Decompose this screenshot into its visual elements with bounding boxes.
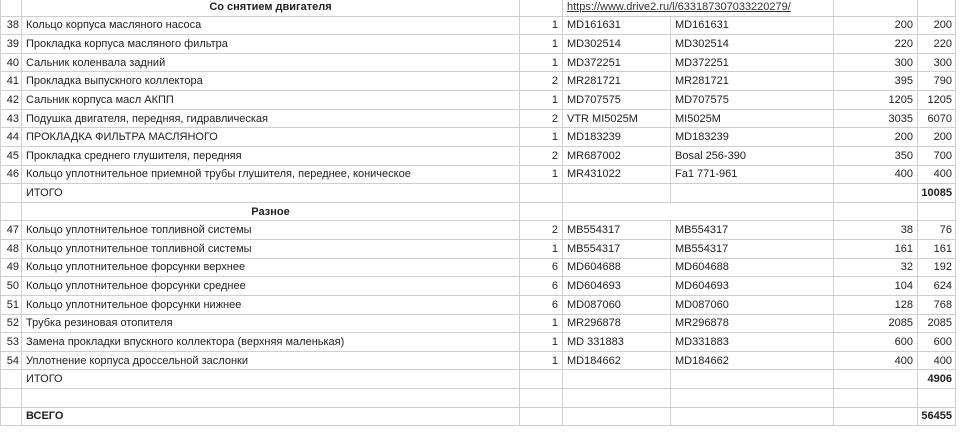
unit-price-cell[interactable]: 128 — [834, 296, 918, 315]
part-number-cell[interactable]: VTR MI5025M — [563, 110, 671, 129]
line-sum-cell[interactable]: 161 — [918, 240, 956, 259]
table-row — [0, 35, 960, 54]
row-number-cell[interactable]: 42 — [0, 91, 22, 110]
source-link-cell[interactable] — [563, 203, 834, 222]
unit-price-cell[interactable] — [834, 389, 918, 408]
line-sum-cell[interactable]: 200 — [918, 17, 956, 36]
part-number-cell[interactable]: MD184662 — [563, 352, 671, 371]
analog-number-cell[interactable]: MD302514 — [671, 35, 834, 54]
table-row — [0, 277, 960, 296]
unit-price-cell[interactable]: 350 — [834, 147, 918, 166]
unit-price-cell[interactable]: 38 — [834, 221, 918, 240]
section-title-cell[interactable]: Разное — [22, 203, 520, 222]
row-number-cell[interactable]: 43 — [0, 110, 22, 129]
part-number-cell[interactable]: MD087060 — [563, 296, 671, 315]
row-number-cell[interactable] — [0, 408, 22, 427]
quantity-cell[interactable]: 1 — [520, 315, 563, 334]
unit-price-cell[interactable]: 600 — [834, 333, 918, 352]
quantity-cell[interactable] — [520, 408, 563, 427]
row-number-cell[interactable] — [0, 389, 22, 408]
item-name-cell[interactable]: Прокладка корпуса масляного фильтра — [22, 35, 520, 54]
item-name-cell[interactable]: Кольцо уплотнительное форсунки верхнее — [22, 259, 520, 278]
table-row — [0, 128, 960, 147]
item-name-cell[interactable]: Кольцо уплотнительное форсунки среднее — [22, 277, 520, 296]
item-name-cell[interactable]: Сальник коленвала задний — [22, 54, 520, 73]
item-name-cell[interactable]: Сальник корпуса масл АКПП — [22, 91, 520, 110]
analog-number-cell[interactable] — [671, 370, 834, 389]
row-number-cell[interactable] — [0, 184, 22, 203]
part-number-cell[interactable]: MD604688 — [563, 259, 671, 278]
quantity-cell[interactable]: 1 — [520, 35, 563, 54]
quantity-cell[interactable] — [520, 389, 563, 408]
part-number-cell[interactable] — [563, 408, 671, 427]
analog-number-cell[interactable]: Bosal 256-390 — [671, 147, 834, 166]
analog-number-cell[interactable]: MI5025M — [671, 110, 834, 129]
part-number-cell[interactable]: MR431022 — [563, 166, 671, 185]
line-sum-cell[interactable] — [918, 203, 956, 222]
row-number-cell[interactable]: 49 — [0, 259, 22, 278]
analog-number-cell[interactable]: MD331883 — [671, 333, 834, 352]
analog-number-cell[interactable]: MD604693 — [671, 277, 834, 296]
table-row — [0, 72, 960, 91]
analog-number-cell[interactable] — [671, 389, 834, 408]
item-name-cell[interactable]: Подушка двигателя, передняя, гидравлическая — [22, 110, 520, 129]
part-number-cell[interactable]: MD 331883 — [563, 333, 671, 352]
unit-price-cell[interactable]: 2085 — [834, 315, 918, 334]
analog-number-cell[interactable] — [671, 184, 834, 203]
line-sum-cell[interactable]: 192 — [918, 259, 956, 278]
quantity-cell[interactable]: 6 — [520, 296, 563, 315]
part-number-cell[interactable]: MD604693 — [563, 277, 671, 296]
quantity-cell[interactable]: 1 — [520, 333, 563, 352]
line-sum-cell[interactable] — [918, 389, 956, 408]
quantity-cell[interactable]: 2 — [520, 110, 563, 129]
part-number-cell[interactable] — [563, 184, 671, 203]
row-number-cell[interactable]: 46 — [0, 166, 22, 185]
unit-price-cell[interactable]: 1205 — [834, 91, 918, 110]
table-row — [0, 333, 960, 352]
part-number-cell[interactable]: MD302514 — [563, 35, 671, 54]
analog-number-cell[interactable]: MB554317 — [671, 240, 834, 259]
analog-number-cell[interactable]: MD372251 — [671, 54, 834, 73]
line-sum-cell[interactable]: 76 — [918, 221, 956, 240]
item-name-cell[interactable] — [22, 389, 520, 408]
unit-price-cell[interactable] — [834, 0, 918, 17]
quantity-cell[interactable] — [520, 0, 563, 17]
line-sum-cell[interactable]: 220 — [918, 35, 956, 54]
quantity-cell[interactable]: 6 — [520, 277, 563, 296]
unit-price-cell[interactable]: 395 — [834, 72, 918, 91]
line-sum-cell[interactable]: 2085 — [918, 315, 956, 334]
line-sum-cell[interactable]: 1205 — [918, 91, 956, 110]
unit-price-cell[interactable]: 32 — [834, 259, 918, 278]
part-number-cell[interactable]: MD161631 — [563, 17, 671, 36]
unit-price-cell[interactable]: 200 — [834, 17, 918, 36]
unit-price-cell[interactable]: 300 — [834, 54, 918, 73]
unit-price-cell[interactable]: 400 — [834, 352, 918, 371]
unit-price-cell[interactable]: 200 — [834, 128, 918, 147]
quantity-cell[interactable]: 6 — [520, 259, 563, 278]
row-number-cell[interactable]: 54 — [0, 352, 22, 371]
row-number-cell[interactable]: 38 — [0, 17, 22, 36]
source-link[interactable]: https://www.drive2.ru/l/633187307033220279/ — [567, 0, 791, 13]
table-row — [0, 221, 960, 240]
unit-price-cell[interactable]: 104 — [834, 277, 918, 296]
analog-number-cell[interactable]: MD604688 — [671, 259, 834, 278]
part-number-cell[interactable]: MB554317 — [563, 221, 671, 240]
row-number-cell[interactable]: 40 — [0, 54, 22, 73]
unit-price-cell[interactable]: 220 — [834, 35, 918, 54]
item-name-cell[interactable]: ПРОКЛАДКА ФИЛЬТРА МАСЛЯНОГО — [22, 128, 520, 147]
subtotal-row — [0, 370, 960, 389]
subtotal-label-cell[interactable]: ИТОГО — [22, 184, 520, 203]
line-sum-cell[interactable]: 700 — [918, 147, 956, 166]
subtotal-label-cell[interactable]: ИТОГО — [22, 370, 520, 389]
item-name-cell[interactable]: Кольцо уплотнительное приемной трубы глушителя, переднее, коническое — [22, 166, 520, 185]
item-name-cell[interactable]: Замена прокладки впускного коллектора (верхняя маленькая) — [22, 333, 520, 352]
line-sum-cell[interactable] — [918, 0, 956, 17]
grand-total-row — [0, 408, 960, 427]
line-sum-cell[interactable]: 624 — [918, 277, 956, 296]
section-header-row — [0, 0, 960, 17]
analog-number-cell[interactable]: MD184662 — [671, 352, 834, 371]
empty-row — [0, 389, 960, 408]
item-name-cell[interactable]: Кольцо уплотнительное топливной системы — [22, 221, 520, 240]
part-number-cell[interactable]: MR296878 — [563, 315, 671, 334]
row-number-cell[interactable]: 51 — [0, 296, 22, 315]
line-sum-cell[interactable]: 600 — [918, 333, 956, 352]
quantity-cell[interactable] — [520, 184, 563, 203]
part-number-cell[interactable]: MR687002 — [563, 147, 671, 166]
table-row — [0, 166, 960, 185]
part-number-cell[interactable]: MR281721 — [563, 72, 671, 91]
row-number-cell[interactable] — [0, 0, 22, 17]
row-number-cell[interactable] — [0, 203, 22, 222]
part-number-cell[interactable] — [563, 389, 671, 408]
table-row — [0, 147, 960, 166]
quantity-cell[interactable]: 2 — [520, 72, 563, 91]
analog-number-cell[interactable]: MD087060 — [671, 296, 834, 315]
table-row — [0, 110, 960, 129]
part-number-cell[interactable]: MD707575 — [563, 91, 671, 110]
table-row — [0, 259, 960, 278]
grand-total-value-cell[interactable]: 56455 — [918, 408, 956, 427]
line-sum-cell[interactable]: 768 — [918, 296, 956, 315]
item-name-cell[interactable]: Трубка резиновая отопителя — [22, 315, 520, 334]
line-sum-cell[interactable]: 400 — [918, 166, 956, 185]
line-sum-cell[interactable]: 6070 — [918, 110, 956, 129]
subtotal-row — [0, 184, 960, 203]
analog-number-cell[interactable]: Fa1 771-961 — [671, 166, 834, 185]
quantity-cell[interactable]: 1 — [520, 166, 563, 185]
analog-number-cell[interactable]: MR281721 — [671, 72, 834, 91]
row-number-cell[interactable]: 39 — [0, 35, 22, 54]
analog-number-cell[interactable]: MR296878 — [671, 315, 834, 334]
table-row — [0, 296, 960, 315]
quantity-cell[interactable]: 1 — [520, 240, 563, 259]
row-number-cell[interactable]: 48 — [0, 240, 22, 259]
analog-number-cell[interactable]: MD183239 — [671, 128, 834, 147]
analog-number-cell[interactable] — [671, 408, 834, 427]
line-sum-cell[interactable]: 200 — [918, 128, 956, 147]
subtotal-value-cell[interactable]: 10085 — [918, 184, 956, 203]
table-row — [0, 17, 960, 36]
item-name-cell[interactable]: Кольцо уплотнительное топливной системы — [22, 240, 520, 259]
unit-price-cell[interactable] — [834, 203, 918, 222]
quantity-cell[interactable] — [520, 203, 563, 222]
row-number-cell[interactable]: 45 — [0, 147, 22, 166]
quantity-cell[interactable]: 1 — [520, 17, 563, 36]
unit-price-cell[interactable] — [834, 370, 918, 389]
row-number-cell[interactable]: 52 — [0, 315, 22, 334]
table-row — [0, 240, 960, 259]
grand-total-label-cell[interactable]: ВСЕГО — [22, 408, 520, 427]
unit-price-cell[interactable]: 161 — [834, 240, 918, 259]
quantity-cell[interactable]: 1 — [520, 91, 563, 110]
quantity-cell[interactable]: 2 — [520, 221, 563, 240]
subtotal-value-cell[interactable]: 4906 — [918, 370, 956, 389]
unit-price-cell[interactable] — [834, 184, 918, 203]
section-header-row — [0, 203, 960, 222]
item-name-cell[interactable]: Прокладка среднего глушителя, передняя — [22, 147, 520, 166]
analog-number-cell[interactable]: MB554317 — [671, 221, 834, 240]
section-title-cell[interactable]: Со снятием двигателя — [22, 0, 520, 17]
row-number-cell[interactable]: 44 — [0, 128, 22, 147]
row-number-cell[interactable]: 50 — [0, 277, 22, 296]
quantity-cell[interactable]: 1 — [520, 128, 563, 147]
table-row — [0, 315, 960, 334]
unit-price-cell[interactable]: 3035 — [834, 110, 918, 129]
row-number-cell[interactable]: 41 — [0, 72, 22, 91]
item-name-cell[interactable]: Прокладка выпускного коллектора — [22, 72, 520, 91]
quantity-cell[interactable]: 2 — [520, 147, 563, 166]
quantity-cell[interactable] — [520, 370, 563, 389]
table-row — [0, 54, 960, 73]
part-number-cell[interactable] — [563, 370, 671, 389]
line-sum-cell[interactable]: 400 — [918, 352, 956, 371]
part-number-cell[interactable]: MB554317 — [563, 240, 671, 259]
part-number-cell[interactable]: MD183239 — [563, 128, 671, 147]
row-number-cell[interactable]: 47 — [0, 221, 22, 240]
part-number-cell[interactable]: MD372251 — [563, 54, 671, 73]
item-name-cell[interactable]: Кольцо уплотнительное форсунки нижнее — [22, 296, 520, 315]
table-row — [0, 91, 960, 110]
unit-price-cell[interactable]: 400 — [834, 166, 918, 185]
row-number-cell[interactable]: 53 — [0, 333, 22, 352]
row-number-cell[interactable] — [0, 370, 22, 389]
source-link-cell[interactable] — [563, 0, 834, 17]
item-name-cell[interactable]: Уплотнение корпуса дроссельной заслонки — [22, 352, 520, 371]
quantity-cell[interactable]: 1 — [520, 54, 563, 73]
item-name-cell[interactable]: Кольцо корпуса масляного насоса — [22, 17, 520, 36]
unit-price-cell[interactable] — [834, 408, 918, 427]
quantity-cell[interactable]: 1 — [520, 352, 563, 371]
analog-number-cell[interactable]: MD707575 — [671, 91, 834, 110]
line-sum-cell[interactable]: 790 — [918, 72, 956, 91]
line-sum-cell[interactable]: 300 — [918, 54, 956, 73]
table-row — [0, 352, 960, 371]
analog-number-cell[interactable]: MD161631 — [671, 17, 834, 36]
